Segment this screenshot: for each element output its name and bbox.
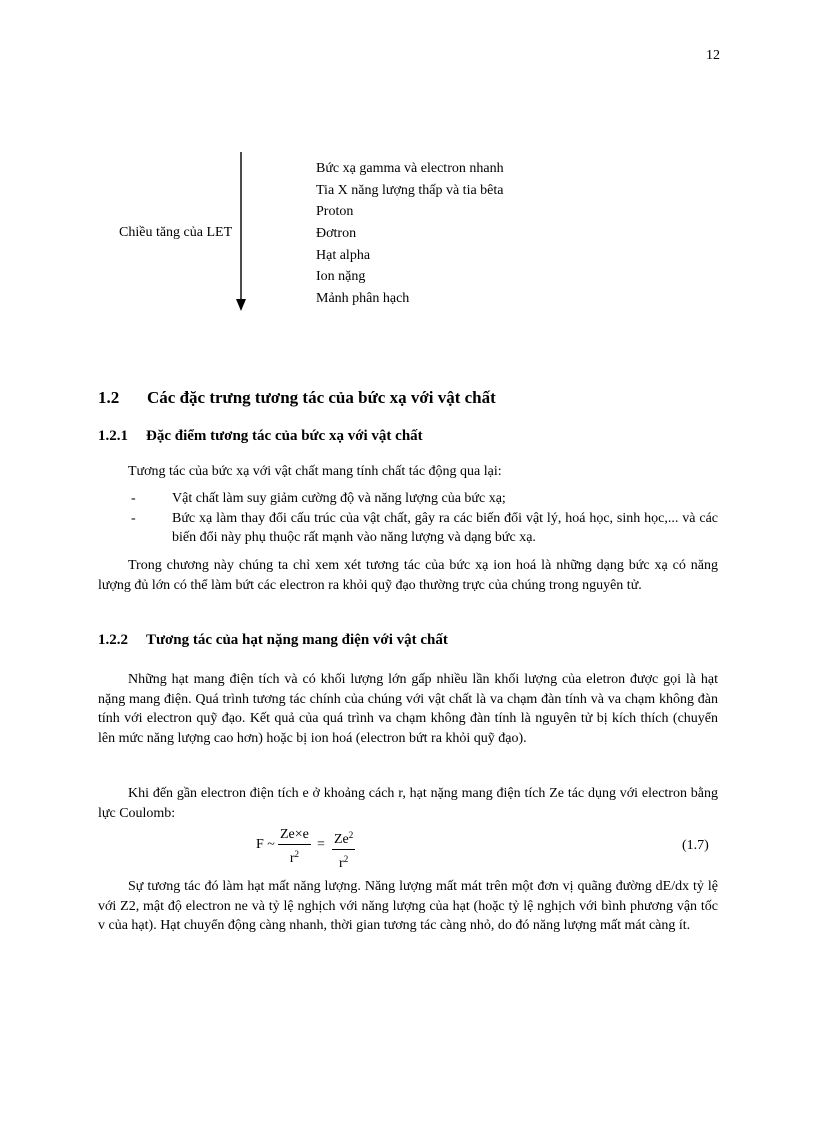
section-number: 1.2 xyxy=(98,388,120,407)
equation-number: (1.7) xyxy=(682,838,709,853)
let-axis-label: Chiều tăng của LET xyxy=(119,225,233,240)
section-number: 1.2.1 xyxy=(98,428,128,444)
paragraph: Trong chương này chúng ta chỉ xem xét tương tác của bức xạ ion hoá là những dạng bức xạ có năng lượng đủ lớn có thể làm bứt các electron ra khỏi quỹ đạo thường trực của chúng trong nguyên tử. xyxy=(98,558,718,593)
list-item xyxy=(98,489,718,509)
list-item: Bức xạ gamma và electron nhanh xyxy=(316,161,504,176)
formula-lhs: F ~ xyxy=(256,837,275,852)
list-item: Proton xyxy=(316,204,354,220)
list-item: Tia X năng lượng thấp và tia bêta xyxy=(316,182,504,198)
bullet-text: Bức xạ làm thay đổi cấu trúc của vật chất, gây ra các biến đổi vật lý, hoá học, sinh học,... và các biến đổi này phụ thuộc rất mạnh vào năng lượng và dạng bức xạ. xyxy=(172,510,718,545)
bullet-text: Vật chất làm suy giảm cường độ và năng lượng của bức xạ; xyxy=(172,491,506,506)
bullet-marker: - xyxy=(131,491,136,506)
section-title: Tương tác của hạt nặng mang điện với vật chất xyxy=(146,632,448,648)
section-title: Các đặc trưng tương tác của bức xạ với vật chất xyxy=(147,388,496,407)
fraction-numerator: Ze×e xyxy=(278,826,311,845)
list-item: Hạt alpha xyxy=(316,247,371,263)
paragraph: Những hạt mang điện tích và có khối lượng lớn gấp nhiều lần khối lượng của eletron được gọi là hạt nặng mang điện. Quá trình tương tác chính của chúng với vật chất là va chạm đàn tính và va chạm không đàn tính với electron quỹ đạo. Kết quả của quá trình va chạm không đàn tính là nguyên tử bị kích thích (chuyển lên mức năng lượng cao hơn) hoặc bị ion hoá (electron bứt ra khỏi quỹ đạo). xyxy=(98,672,718,746)
list-item: Ion nặng xyxy=(316,269,366,285)
paragraph: Khi đến gần electron điện tích e ở khoảng cách r, hạt nặng mang điện tích Ze tác dụng với electron bằng lực Coulomb: xyxy=(98,786,718,821)
intro-paragraph: Tương tác của bức xạ với vật chất mang tính chất tác động qua lại: xyxy=(128,464,502,479)
let-particle-list xyxy=(316,158,504,310)
list-item xyxy=(98,509,718,548)
section-heading-1-2-1 xyxy=(98,428,423,445)
section-heading-1-2-2 xyxy=(98,632,448,649)
fraction xyxy=(278,826,311,868)
equals-sign: = xyxy=(317,837,325,852)
bullet-list xyxy=(98,489,718,548)
fraction-denominator: $r^2$ xyxy=(339,854,349,871)
down-arrow-icon xyxy=(234,150,248,312)
section-title: Đặc điểm tương tác của bức xạ với vật chất xyxy=(146,428,423,444)
paragraph: Sự tương tác đó làm hạt mất năng lượng. Năng lượng mất mát trên một đơn vị quãng đường dE/dx tỷ lệ với Z2, mật độ electron ne và tỷ lệ nghịch với năng lượng của hạt (hoặc tỷ lệ nghịch với bình phương vận tốc v của hạt). Hạt chuyển động càng nhanh, thời gian tương tác càng nhỏ, do đó năng lượng mất mát càng ít. xyxy=(98,879,718,933)
let-diagram xyxy=(0,150,816,320)
list-item: Mảnh phân hạch xyxy=(316,291,410,307)
section-number: 1.2.2 xyxy=(98,632,128,648)
page-number: 12 xyxy=(706,48,720,63)
bullet-marker: - xyxy=(131,510,136,526)
fraction xyxy=(332,826,355,873)
fraction-denominator: $r^2$ xyxy=(289,849,300,866)
section-heading-1-2 xyxy=(98,388,496,408)
fraction-numerator: Ze$^2$ xyxy=(332,826,355,850)
list-item: Đơtron xyxy=(316,226,357,242)
